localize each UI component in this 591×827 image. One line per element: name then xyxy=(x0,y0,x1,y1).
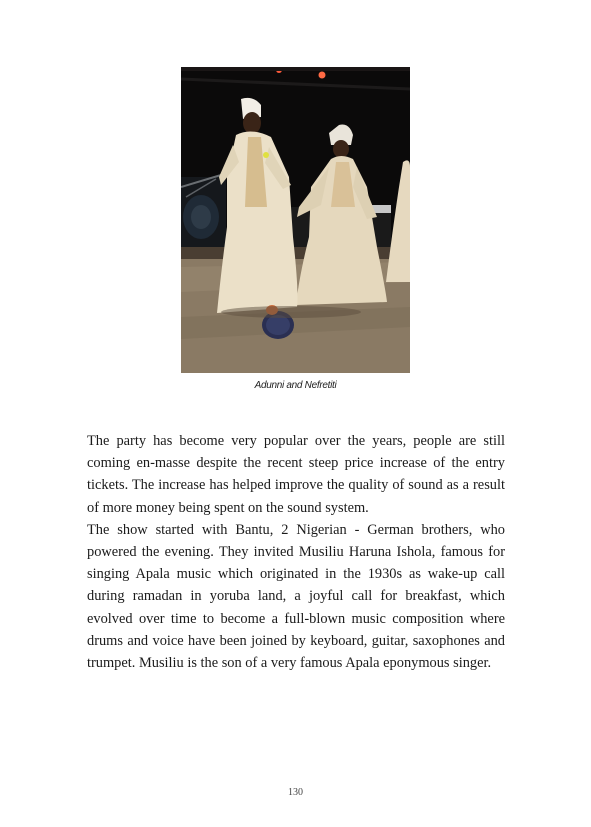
paragraph: The show started with Bantu, 2 Nigerian - German brothers, who powered the evening. They invited Musiliu Haruna Ishola, famous for singing Apala music which originated in the 1930s as wake-up call during ramadan in yoruba land, a joyful call for breakfast, which evolved over time to become a full-blown music composition where drums and voice have been joined by keyboard, guitar, saxophones and trumpet. Musiliu is the son of a very famous Apala eponymous singer. xyxy=(87,521,505,672)
performers-photo xyxy=(181,67,410,373)
photo-caption: Adunni and Nefretiti xyxy=(254,380,337,391)
page-number: 130 xyxy=(288,787,303,798)
paragraph: The party has become very popular over the years, people are still coming en-masse despite the recent steep price increase of the entry tickets. The increase has helped improve the quality of sound as a result of more money being spent on the sound system. xyxy=(87,433,505,516)
body-text xyxy=(87,430,505,674)
photo-illustration xyxy=(181,67,410,373)
